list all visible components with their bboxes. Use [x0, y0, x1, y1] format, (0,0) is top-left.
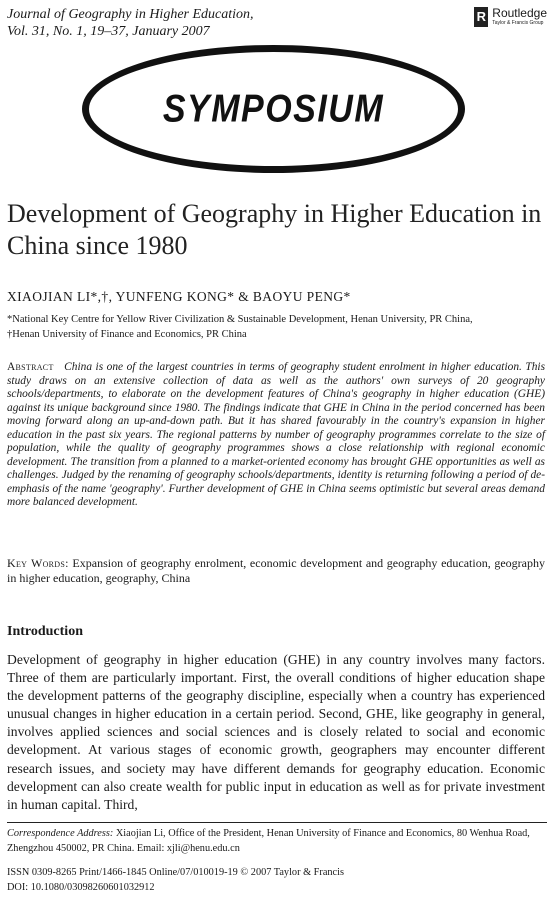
keywords-text: Expansion of geography enrolment, economic development and geography education, geography in higher education, geography, China [7, 556, 545, 585]
publication-info [7, 866, 547, 895]
symposium-banner [82, 45, 465, 173]
correspondence-label: Correspondence Address: [7, 828, 114, 839]
publisher-name: Routledge [492, 6, 547, 20]
abstract-text: China is one of the largest countries in terms of geography student enrolment in higher education. This study draws on an extensive collection of data as well as the authors' own surveys of 20 geography schools/departments, to elaborate on the development features of China's geography in higher education (GHE) against its unique background since 1980. The findings indicate that GHE in China in the period concerned has been moving forward along an up-and-down path. But it has shared favourably in the country's expansion in higher education in the past six years. The regional patterns by number of geography programmes correlate to the size of population, while the quality of geography programmes shows a close relationship with regional economic development. The transition from a planned to a market-oriented economy has brought GHE opportunities as well as challenges. Judged by the renaming of geography schools/departments, identity is returning following a period of de-emphasis of the name 'geography'. Further development of GHE in China seems optimistic but several areas demand more balanced development. [7, 361, 545, 509]
keywords [7, 556, 545, 586]
publisher-group: Taylor & Francis Group [492, 20, 544, 26]
affiliation-1: *National Key Centre for Yellow River Civilization & Sustainable Development, Henan University, PR China, [7, 314, 473, 325]
correspondence-text: Xiaojian Li, Office of the President, Henan University of Finance and Economics, 80 Wenhua Road, Zhengzhou 450002, PR China. Email: xjli@henu.edu.cn [7, 828, 530, 854]
footnote-divider [7, 822, 547, 823]
keywords-label: Key Words: [7, 556, 69, 570]
abstract [7, 361, 545, 510]
journal-line-2: Vol. 31, No. 1, 19–37, January 2007 [7, 24, 210, 39]
journal-line-1: Journal of Geography in Higher Education, [7, 7, 254, 22]
publisher-logo [474, 7, 547, 27]
routledge-r-icon: R [474, 7, 488, 27]
affiliation-2: †Henan University of Finance and Economics, PR China [7, 329, 247, 340]
author-affiliations [7, 312, 547, 342]
introduction-paragraph: Development of geography in higher education (GHE) in any country involves many factors. Three of them are particularly important. First, the overall conditions of higher education shape the development patterns of the geography discipline, especially when a country has experienced unusual changes in higher education in a certain period. Second, GHE, like geography in general, involves applied sciences and social sciences and is closely related to social and economic development. At various stages of economic growth, geographers may encounter different research issues, and society may have different demands for geography education. Economic development can also create wealth for public input in education as well as for private investment in human capital. Third, [7, 652, 545, 812]
doi-line: DOI: 10.1080/03098260601032912 [7, 881, 155, 893]
section-heading-introduction: Introduction [7, 624, 83, 639]
journal-citation [7, 6, 254, 40]
article-title: Development of Geography in Higher Education in China since 1980 [7, 199, 542, 260]
article-authors: XIAOJIAN LI*,†, YUNFENG KONG* & BAOYU PENG* [7, 289, 351, 304]
symposium-label: SYMPOSIUM [162, 86, 385, 131]
issn-line: ISSN 0309-8265 Print/1466-1845 Online/07/010019-19 © 2007 Taylor & Francis [7, 867, 344, 878]
correspondence-address [7, 827, 547, 856]
abstract-label: Abstract [7, 361, 54, 373]
